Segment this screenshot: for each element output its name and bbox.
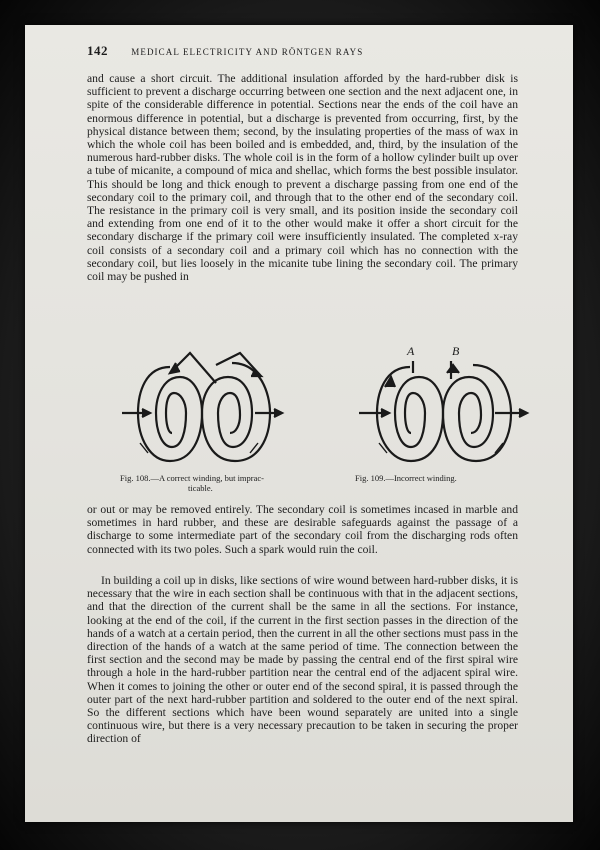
paragraph-2: or out or may be removed entirely. The secondary coil is sometimes incased in marble and sometimes in hard rubber, and these are desirable safeguards against the passage of a discharge to some intermediate part of the secondary coil from the discharging rods often connected with its two poles. Such a spark would ruin the coil. bbox=[87, 503, 518, 556]
figure-108 bbox=[120, 343, 285, 493]
running-title: MEDICAL ELECTRICITY AND RÖNTGEN RAYS bbox=[131, 47, 364, 57]
figure-109-caption: Fig. 109.—Incorrect winding. bbox=[355, 473, 457, 483]
figure-108-coil-diagram bbox=[120, 343, 285, 471]
figure-108-caption bbox=[120, 473, 285, 493]
figure-109-label-b: B bbox=[452, 344, 460, 358]
book-page bbox=[25, 25, 573, 822]
figure-108-caption-line1: Fig. 108.—A correct winding, but imprac- bbox=[120, 473, 265, 483]
page-header bbox=[87, 43, 533, 59]
figure-109 bbox=[355, 343, 530, 483]
figure-109-coil-diagram bbox=[355, 343, 530, 471]
figure-109-label-a: A bbox=[407, 344, 415, 358]
paragraph-1: and cause a short circuit. The additional insulation afforded by the hard-rubber disk is sufficient to prevent a discharge occurring between one section and the next adjacent one, in spite of the considerable difference in potential. Sections near the ends of the coil have an enormous difference in potential, but a discharge is prevented from occurring, first, by the physical distance between them; second, by the insulating properties of the mass of wax in which the whole coil has been boiled and is embedded, and, third, by the insulation of the numerous hard-rubber disks. The whole coil is in the form of a hollow cylinder built up over a tube of micanite, a compound of mica and shellac, which forms the best possible insulator. This should be long and thick enough to prevent a discharge passing from one end of the secondary coil to the primary coil, and through that to the other end of the secondary coil. The resistance in the primary coil is very small, and its position inside the secondary coil and extending from one end of it to the other would make it offer a short circuit for the secondary discharge if the primary coil were insufficiently insulated. The completed x-ray coil consists of a secondary coil and a primary coil which has no connection with the secondary coil, but lies loosely in the micanite tube lining the secondary coil. The primary coil may be pushed in bbox=[87, 72, 518, 284]
figure-108-caption-line2: ticable. bbox=[188, 483, 213, 493]
page-number: 142 bbox=[87, 43, 108, 58]
paragraph-3: In building a coil up in disks, like sections of wire wound between hard-rubber disks, it is necessary that the wire in each section shall be continuous with that in the adjacent sections, and that the direction of the current shall be the same in all the sections. For instance, looking at the end of the coil, if the current in the first section passes in the direction of the hands of a watch at a certain period, then the current in all the other sections must pass in the direction of the hands of a watch at the same period of time. The connection between the first section and the second may be made by passing the central end of the first spiral wire through a hole in the hard-rubber partition near the central end of the adjacent spiral wire. When it comes to joining the other or outer end of the second spiral, it is passed through the outer part of the next hard-rubber partition and soldered to the outer end of the next spiral. So the different sections which have been wound separately are united into a single continuous wire, but there is a very necessary precaution to be taken in securing the proper direction of bbox=[87, 574, 518, 746]
